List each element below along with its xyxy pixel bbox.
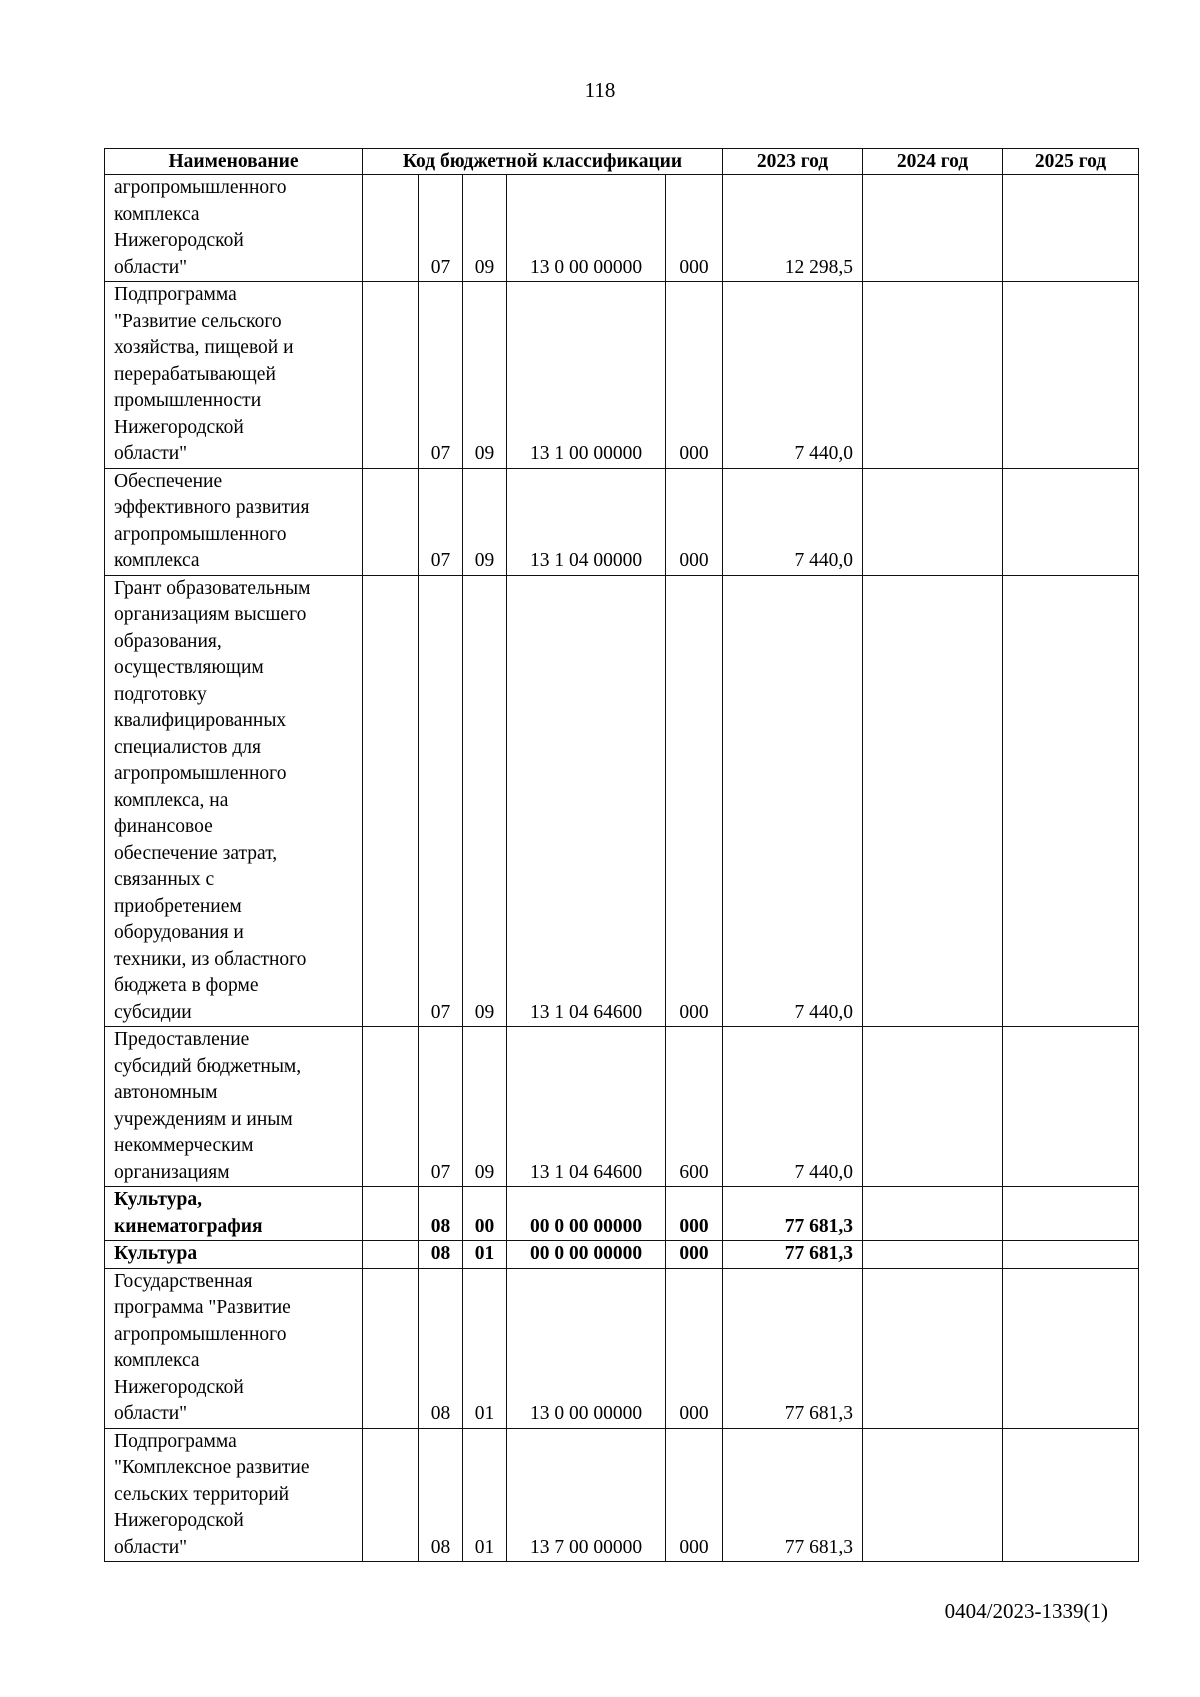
header-2023: 2023 год [723, 149, 863, 175]
amount-2025-cell [1003, 1268, 1139, 1428]
amount-2024-cell [863, 1187, 1003, 1241]
header-2025: 2025 год [1003, 149, 1139, 175]
amount-2023-cell: 7 440,0 [723, 468, 863, 575]
table-row [105, 282, 1139, 469]
target-article-cell: 00 0 00 00000 [507, 1187, 666, 1241]
expense-type-cell: 000 [666, 1268, 723, 1428]
code-blank-cell [363, 1187, 419, 1241]
code-blank-cell [363, 175, 419, 282]
amount-2023-cell: 12 298,5 [723, 175, 863, 282]
subsection-code-cell: 09 [463, 468, 507, 575]
amount-2023-cell: 7 440,0 [723, 282, 863, 469]
header-budget-code: Код бюджетной классификации [363, 149, 723, 175]
code-blank-cell [363, 282, 419, 469]
code-blank-cell [363, 1241, 419, 1269]
table-row [105, 1428, 1139, 1562]
amount-2023-cell: 77 681,3 [723, 1241, 863, 1269]
expense-type-cell: 000 [666, 282, 723, 469]
budget-table [104, 148, 1139, 1562]
code-blank-cell [363, 575, 419, 1027]
target-article-cell: 13 0 00 00000 [507, 175, 666, 282]
row-name-cell: Культура, кинематография [105, 1187, 363, 1241]
section-code-cell: 08 [419, 1428, 463, 1562]
expense-type-cell: 000 [666, 175, 723, 282]
table-row [105, 1268, 1139, 1428]
row-name-cell: агропромышленного комплекса Нижегородской области" [105, 175, 363, 282]
target-article-cell: 13 1 04 64600 [507, 575, 666, 1027]
amount-2025-cell [1003, 175, 1139, 282]
header-name: Наименование [105, 149, 363, 175]
subsection-code-cell: 00 [463, 1187, 507, 1241]
amount-2023-cell: 7 440,0 [723, 575, 863, 1027]
amount-2025-cell [1003, 1428, 1139, 1562]
subsection-code-cell: 09 [463, 575, 507, 1027]
amount-2024-cell [863, 575, 1003, 1027]
amount-2025-cell [1003, 282, 1139, 469]
expense-type-cell: 000 [666, 468, 723, 575]
page-number: 118 [584, 78, 616, 102]
code-blank-cell [363, 1268, 419, 1428]
target-article-cell: 13 1 04 00000 [507, 468, 666, 575]
section-code-cell: 07 [419, 468, 463, 575]
row-name-cell: Предоставление субсидий бюджетным, автономным учреждениям и иным некоммерческим организациям [105, 1027, 363, 1187]
amount-2024-cell [863, 282, 1003, 469]
row-name-cell: Подпрограмма "Комплексное развитие сельских территорий Нижегородской области" [105, 1428, 363, 1562]
table-row [105, 1241, 1139, 1269]
code-blank-cell [363, 468, 419, 575]
row-name-cell: Культура [105, 1241, 363, 1269]
amount-2025-cell [1003, 1187, 1139, 1241]
subsection-code-cell: 09 [463, 175, 507, 282]
subsection-code-cell: 01 [463, 1241, 507, 1269]
amount-2024-cell [863, 468, 1003, 575]
amount-2024-cell [863, 1027, 1003, 1187]
target-article-cell: 13 0 00 00000 [507, 1268, 666, 1428]
section-code-cell: 08 [419, 1268, 463, 1428]
section-code-cell: 07 [419, 282, 463, 469]
amount-2023-cell: 7 440,0 [723, 1027, 863, 1187]
target-article-cell: 13 1 04 64600 [507, 1027, 666, 1187]
expense-type-cell: 000 [666, 575, 723, 1027]
amount-2024-cell [863, 1428, 1003, 1562]
amount-2024-cell [863, 175, 1003, 282]
table-row [105, 468, 1139, 575]
section-code-cell: 07 [419, 175, 463, 282]
expense-type-cell: 600 [666, 1027, 723, 1187]
document-code: 0404/2023-1339(1) [944, 1599, 1108, 1623]
table-row [105, 175, 1139, 282]
section-code-cell: 07 [419, 575, 463, 1027]
expense-type-cell: 000 [666, 1187, 723, 1241]
table-header-row [105, 149, 1139, 175]
expense-type-cell: 000 [666, 1241, 723, 1269]
header-2024: 2024 год [863, 149, 1003, 175]
subsection-code-cell: 01 [463, 1268, 507, 1428]
row-name-cell: Обеспечение эффективного развития агропромышленного комплекса [105, 468, 363, 575]
target-article-cell: 13 7 00 00000 [507, 1428, 666, 1562]
row-name-cell: Грант образовательным организациям высшего образования, осуществляющим подготовку квалифицированных специалистов для агропромышленного комплекса, на финансовое обеспечение затрат, связанных с приобретением оборудования и техники, из областного бюджета в форме субсидии [105, 575, 363, 1027]
code-blank-cell [363, 1428, 419, 1562]
target-article-cell: 13 1 00 00000 [507, 282, 666, 469]
table-row [105, 1027, 1139, 1187]
amount-2024-cell [863, 1268, 1003, 1428]
section-code-cell: 08 [419, 1187, 463, 1241]
amount-2025-cell [1003, 575, 1139, 1027]
amount-2024-cell [863, 1241, 1003, 1269]
amount-2025-cell [1003, 1027, 1139, 1187]
subsection-code-cell: 09 [463, 1027, 507, 1187]
table-row [105, 1187, 1139, 1241]
amount-2023-cell: 77 681,3 [723, 1268, 863, 1428]
amount-2025-cell [1003, 1241, 1139, 1269]
code-blank-cell [363, 1027, 419, 1187]
target-article-cell: 00 0 00 00000 [507, 1241, 666, 1269]
amount-2025-cell [1003, 468, 1139, 575]
subsection-code-cell: 01 [463, 1428, 507, 1562]
row-name-cell: Государственная программа "Развитие агропромышленного комплекса Нижегородской области" [105, 1268, 363, 1428]
amount-2023-cell: 77 681,3 [723, 1428, 863, 1562]
section-code-cell: 08 [419, 1241, 463, 1269]
section-code-cell: 07 [419, 1027, 463, 1187]
subsection-code-cell: 09 [463, 282, 507, 469]
expense-type-cell: 000 [666, 1428, 723, 1562]
table-row [105, 575, 1139, 1027]
amount-2023-cell: 77 681,3 [723, 1187, 863, 1241]
row-name-cell: Подпрограмма "Развитие сельского хозяйства, пищевой и перерабатывающей промышленности Нижегородской области" [105, 282, 363, 469]
